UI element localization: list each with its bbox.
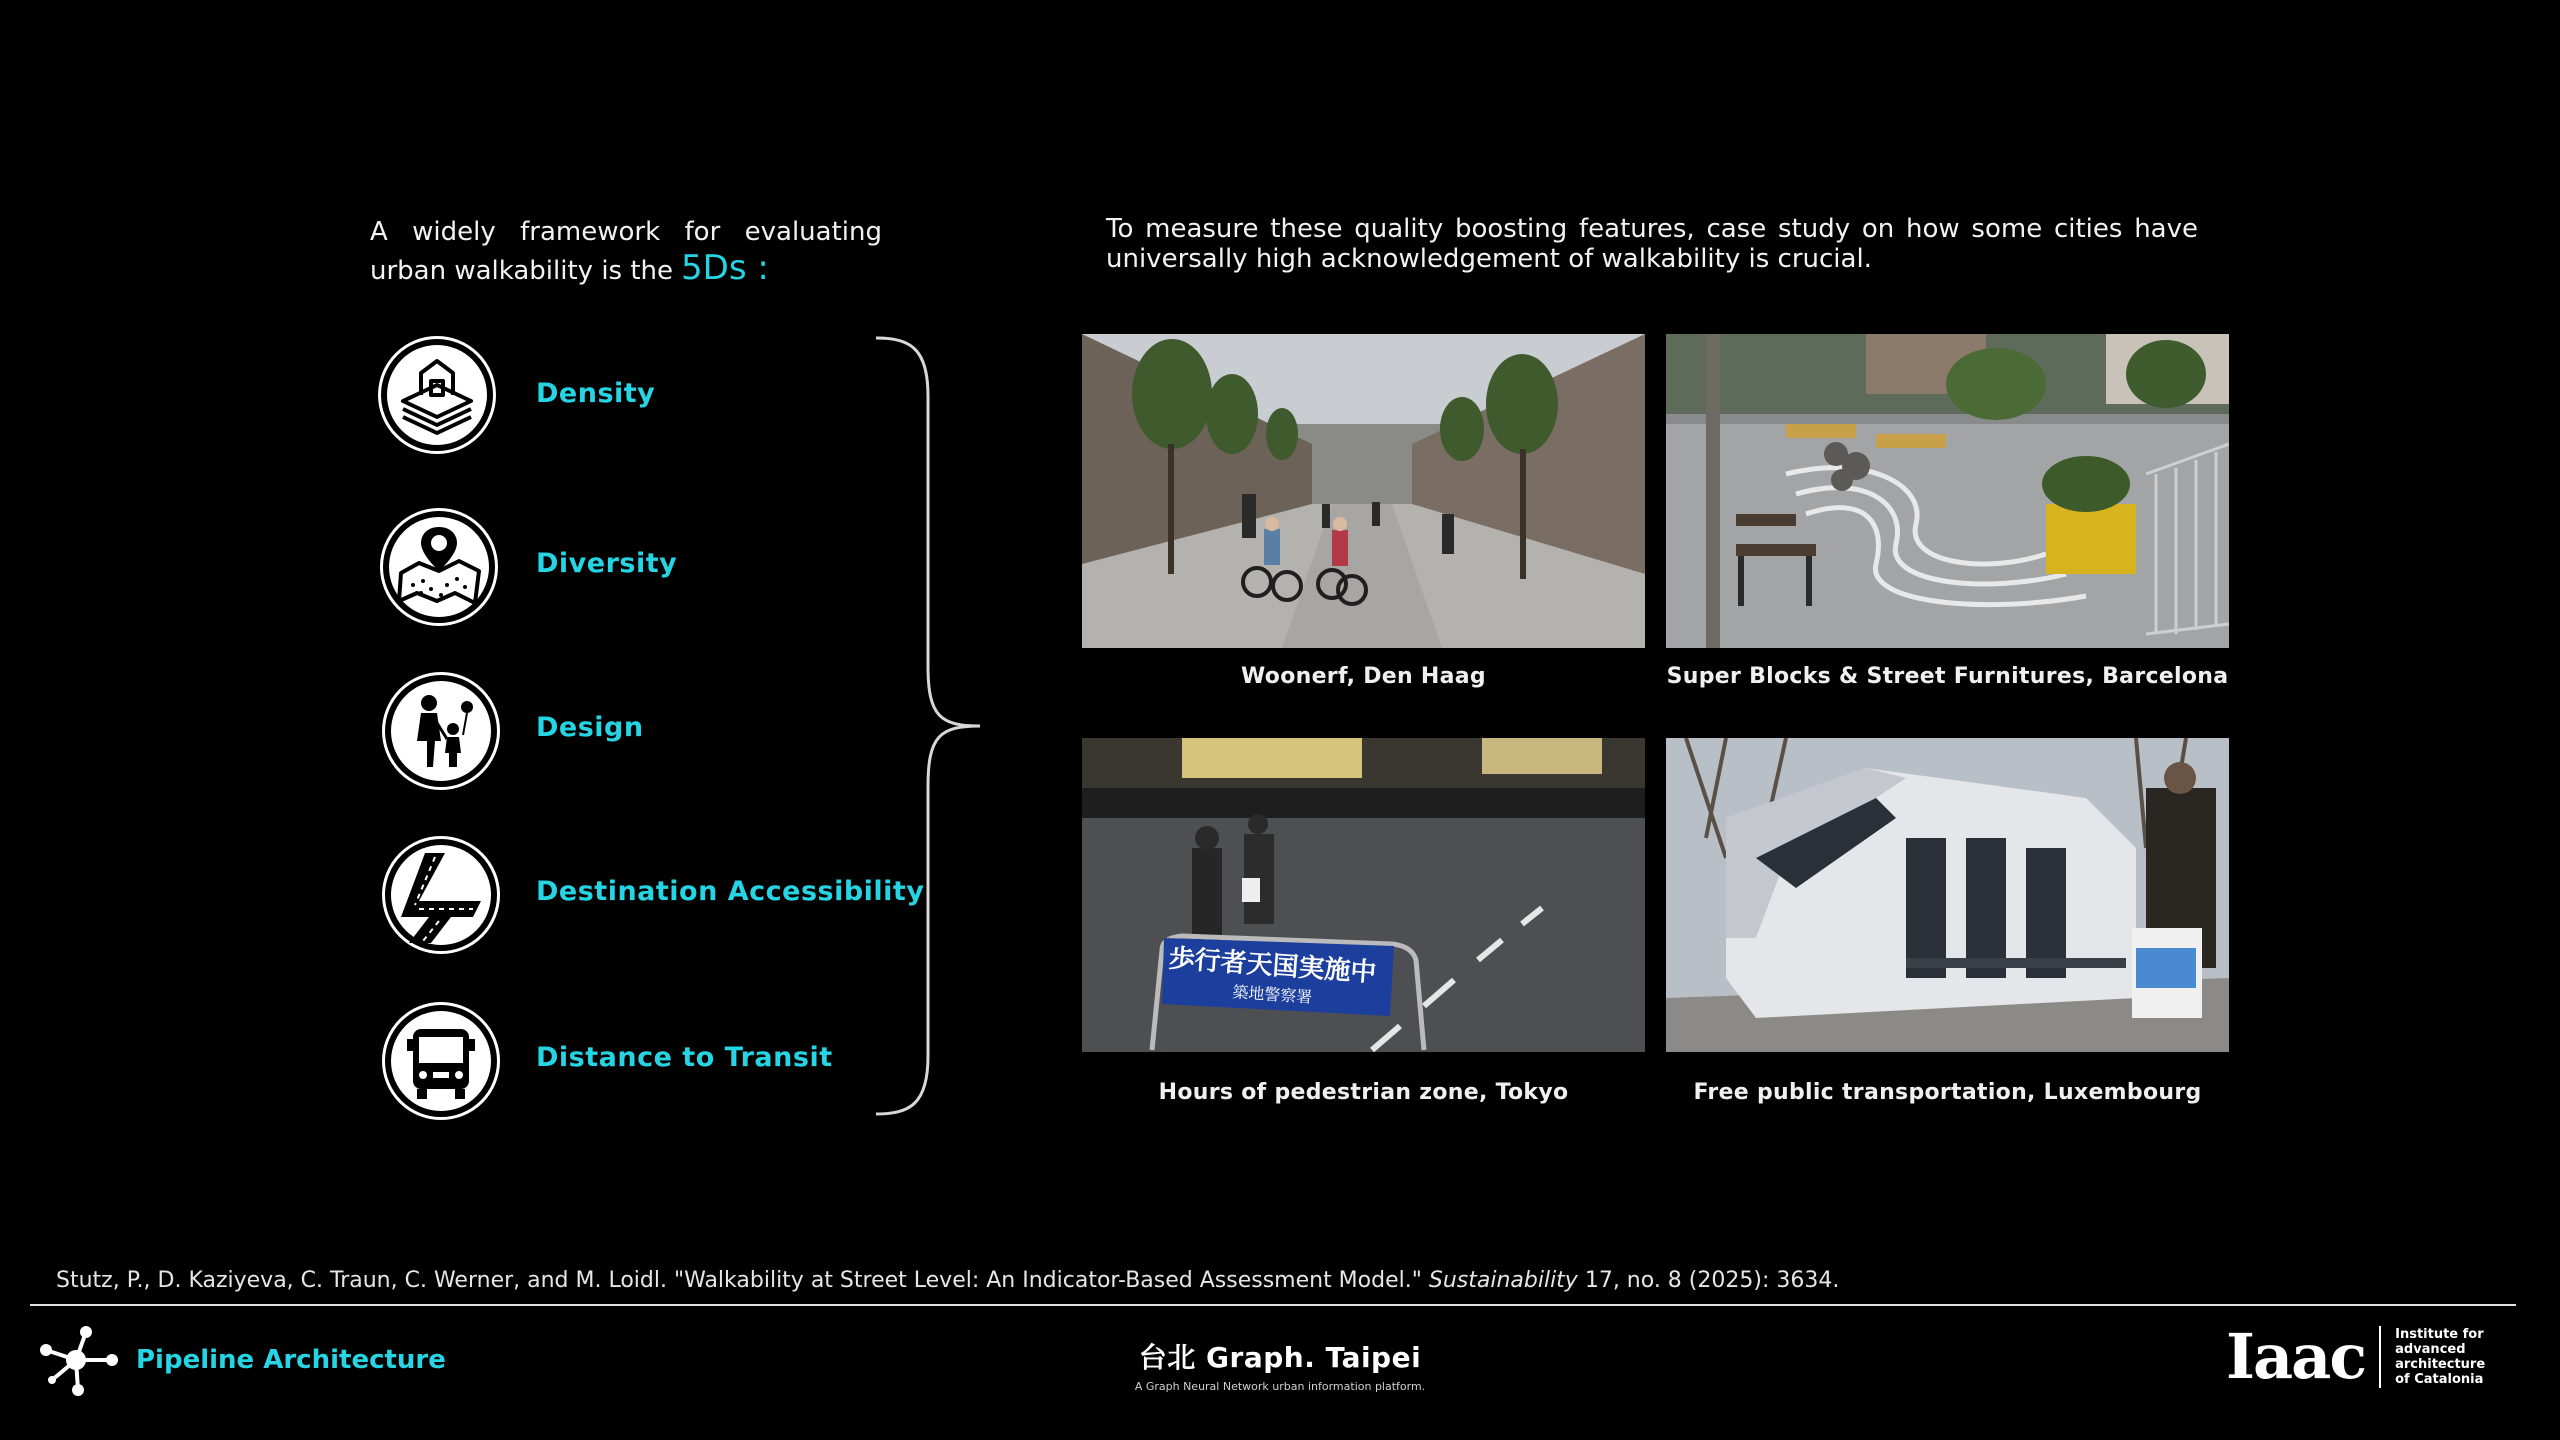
photo-luxembourg <box>1666 738 2229 1052</box>
brand-title: 台北 Graph. Taipei <box>1138 1341 1422 1374</box>
road-intersection-icon <box>382 836 500 954</box>
family-walking-icon <box>382 672 500 790</box>
bus-icon <box>382 1002 500 1120</box>
caption-den-haag: Woonerf, Den Haag <box>1241 664 1486 689</box>
curly-brace <box>870 336 986 1116</box>
citation-journal: Sustainability <box>1428 1268 1578 1293</box>
tokyo-sign-text: 歩行者天国実施中 <box>1167 943 1378 989</box>
network-graph-icon <box>30 1322 122 1398</box>
photo-barcelona <box>1666 334 2229 648</box>
intro-left-text: A widely framework for evaluating urban walkability is the 5Ds : <box>370 217 882 288</box>
caption-luxembourg: Free public transportation, Luxembourg <box>1693 1080 2202 1105</box>
map-pin-icon <box>380 508 498 626</box>
photo-tokyo <box>1082 738 1645 1052</box>
d-label-diversity: Diversity <box>536 548 678 579</box>
iaac-description: Institute for advanced architecture of Catalonia <box>2395 1327 2486 1387</box>
footer-brand <box>1100 1336 1460 1393</box>
house-layers-icon <box>378 336 496 454</box>
intro-right-text: To measure these quality boosting features, case study on how some cities have universally high acknowledgement of walkability is crucial. <box>1106 214 2198 274</box>
logo-divider <box>2379 1326 2381 1388</box>
pipeline-label: Pipeline Architecture <box>136 1345 446 1375</box>
d-label-density: Density <box>536 378 656 409</box>
iaac-logo <box>2226 1320 2486 1393</box>
d-label-distance-to-transit: Distance to Transit <box>536 1042 833 1073</box>
citation: Stutz, P., D. Kaziyeva, C. Traun, C. Werner, and M. Loidl. "Walkability at Street Level: An Indicator-Based Assessment Model." Sustainability 17, no. 8 (2025): 3634. <box>56 1268 1840 1293</box>
caption-tokyo: Hours of pedestrian zone, Tokyo <box>1158 1080 1569 1105</box>
brand-tagline: A Graph Neural Network urban information platform. <box>1134 1380 1426 1393</box>
five-ds-highlight: 5Ds : <box>681 248 769 288</box>
tokyo-sign-subtext: 築地警察署 <box>1231 982 1313 1007</box>
d-label-design: Design <box>536 712 644 743</box>
photo-den-haag <box>1082 334 1645 648</box>
caption-barcelona: Super Blocks & Street Furnitures, Barcelona <box>1666 664 2229 689</box>
iaac-logo-mark: Iaac <box>2226 1320 2366 1393</box>
footer-pipeline <box>30 1322 446 1398</box>
footer-divider <box>30 1304 2516 1306</box>
d-label-destination-accessibility: Destination Accessibility <box>536 876 925 907</box>
